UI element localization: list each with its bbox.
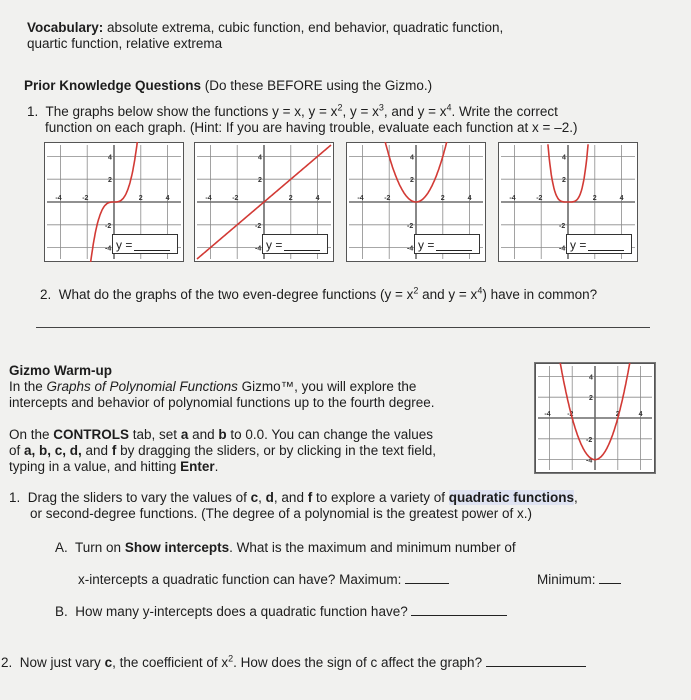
tick-label-y-neg2: -2: [105, 222, 112, 230]
controls-tab-ref: CONTROLS: [53, 427, 130, 442]
var-a: a: [180, 427, 189, 442]
warmup-p2-3a: typing in a value, and hitting: [9, 459, 181, 474]
warmup-p2-3c: .: [214, 459, 219, 474]
prior-q1-number: 1.: [27, 104, 39, 119]
activity-q1-number: 1.: [9, 490, 21, 505]
tick-label-y-2: 2: [410, 177, 414, 185]
show-intercepts-ref: Show intercepts: [124, 540, 230, 555]
tick-label-x-4: 4: [619, 195, 624, 202]
tick-label-y-2: 2: [258, 177, 262, 185]
activity-q2: [1, 654, 586, 671]
activity-q1-line-2: or second-degree functions. (The degree of a polynomial is the greatest power of x.): [30, 506, 533, 521]
warmup-graph: [534, 362, 656, 474]
tick-label-x-2: 2: [615, 411, 620, 418]
tick-label-y-neg4: -4: [586, 457, 593, 465]
activity-q1-c: ,: [258, 490, 266, 505]
tick-label-x-neg4: -4: [357, 195, 364, 202]
graph-3: [346, 142, 486, 262]
activity-q2-answer-blank[interactable]: [486, 654, 586, 667]
prior-q2-text-c: ) have in common?: [482, 287, 598, 302]
graph-4-answer-box[interactable]: [566, 234, 632, 254]
tick-label-y-4: 4: [258, 154, 262, 162]
graph-4: [498, 142, 638, 262]
var-d: d: [265, 490, 274, 505]
vocabulary-terms-1: absolute extrema, cubic function, end behavior, quadratic function,: [107, 20, 504, 35]
warmup-p2-line-1: [9, 427, 433, 443]
minimum-answer-blank[interactable]: [599, 571, 621, 584]
graph-1-answer-blank[interactable]: [134, 238, 170, 251]
warmup-p2-line-3: [9, 459, 218, 475]
warmup-p2-e: and: [188, 427, 219, 442]
maximum-answer-blank[interactable]: [405, 571, 449, 584]
graph-2-label: y =: [266, 238, 283, 252]
prior-q2-answer-line[interactable]: [36, 327, 650, 328]
part-B-label: B.: [55, 604, 68, 619]
activity-q1-A-line-2: [78, 571, 449, 588]
activity-q2-d: . How does the sign of c affect the graph?: [233, 655, 483, 670]
tick-label-x-neg2: -2: [567, 411, 574, 418]
tick-label-x-neg4: -4: [544, 411, 551, 418]
warmup-p1-line-2: intercepts and behavior of polynomial functions up to the fourth degree.: [9, 395, 435, 410]
tick-label-x-2: 2: [288, 195, 293, 202]
warmup-p2-a: On the: [9, 427, 54, 442]
prior-q1-line-1: [27, 104, 558, 120]
prior-q2-text-b: and y = x: [418, 287, 478, 302]
activity-q2-number: 2.: [1, 655, 13, 670]
warmup-p1-line-1: [9, 379, 416, 395]
tick-label-y-2: 2: [562, 177, 566, 185]
warmup-p2-2c: and: [81, 443, 112, 458]
graph-1-label: y =: [116, 238, 133, 252]
tick-label-y-neg2: -2: [407, 222, 414, 230]
tick-label-x-2: 2: [592, 195, 597, 202]
part-A-a: Turn on: [75, 540, 125, 555]
exponent-4: 4: [446, 102, 452, 113]
prior-q1-line-2: function on each graph. (Hint: If you are having trouble, evaluate each function at x = –2.): [45, 120, 578, 135]
prior-q2-text-a: What do the graphs of the two even-degree functions (y = x: [58, 287, 414, 302]
tick-label-y-neg2: -2: [586, 436, 593, 444]
tick-label-y-neg4: -4: [559, 245, 566, 253]
exponent-4: 4: [477, 285, 483, 296]
warmup-p1-b: Gizmo™, you will explore the: [237, 379, 417, 394]
tick-label-x-4: 4: [165, 195, 170, 202]
var-f: f: [111, 443, 117, 458]
vocabulary-line-1: [27, 20, 503, 36]
tick-label-x-neg4: -4: [205, 195, 212, 202]
tick-label-y-4: 4: [562, 154, 566, 162]
enter-key-ref: Enter: [180, 459, 215, 474]
graph-4-label: y =: [570, 238, 587, 252]
part-A-c: . What is the maximum and minimum number of: [229, 540, 516, 555]
activity-q2-a: Now just vary: [19, 655, 105, 670]
prior-heading-text: Prior Knowledge Questions: [24, 78, 202, 93]
graph-2-answer-blank[interactable]: [284, 238, 320, 251]
tick-label-x-4: 4: [315, 195, 320, 202]
prior-q2: [40, 287, 597, 303]
activity-q1-B: [55, 603, 507, 620]
activity-q1-line-1: [9, 490, 578, 506]
tick-label-x-neg2: -2: [82, 195, 89, 202]
warmup-p2-2e: by dragging the sliders, or by clicking in the text field,: [116, 443, 436, 458]
activity-q1-A-line-1: [55, 540, 516, 556]
var-b: b: [218, 427, 227, 442]
activity-q2-c: , the coefficient of x: [112, 655, 229, 670]
warmup-p1-a: In the: [9, 379, 47, 394]
tick-label-y-4: 4: [410, 154, 414, 162]
activity-q1-e: , and: [273, 490, 308, 505]
graph-3-answer-box[interactable]: [414, 234, 480, 254]
prior-q1-text-d: . Write the correct: [451, 104, 558, 119]
graph-4-answer-blank[interactable]: [588, 238, 624, 251]
tick-label-y-neg4: -4: [255, 245, 262, 253]
warmup-graph-plot: [535, 363, 655, 473]
graph-3-answer-blank[interactable]: [436, 238, 472, 251]
tick-label-x-neg2: -2: [384, 195, 391, 202]
quadratic-functions-term: quadratic functions: [448, 490, 575, 505]
graph-1: [44, 142, 184, 262]
tick-label-x-2: 2: [138, 195, 143, 202]
prior-q2-number: 2.: [40, 287, 52, 302]
tick-label-y-neg2: -2: [255, 222, 262, 230]
tick-label-y-4: 4: [108, 154, 112, 162]
prior-q1-text-b: , y = x: [342, 104, 379, 119]
tick-label-x-2: 2: [440, 195, 445, 202]
graph-2-answer-box[interactable]: [262, 234, 328, 254]
exponent-2: 2: [228, 653, 234, 664]
exponent-2: 2: [413, 285, 419, 296]
activity-q1-A-minimum: [537, 571, 621, 588]
tick-label-y-2: 2: [589, 395, 593, 403]
tick-label-y-neg4: -4: [105, 245, 112, 253]
tick-label-x-neg2: -2: [232, 195, 239, 202]
warmup-p2-g: to 0.0. You can change the values: [226, 427, 434, 442]
warmup-p2-c: tab, set: [129, 427, 181, 442]
exponent-3: 3: [378, 102, 384, 113]
tick-label-x-neg2: -2: [536, 195, 543, 202]
minimum-label: Minimum:: [537, 572, 596, 587]
prior-q1-text-c: , and y = x: [383, 104, 447, 119]
part-A-maximum-text: x-intercepts a quadratic function can have? Maximum:: [78, 572, 402, 587]
tick-label-x-4: 4: [467, 195, 472, 202]
warmup-p2-2a: of: [9, 443, 25, 458]
tick-label-x-4: 4: [638, 411, 643, 418]
warmup-p2-line-2: [9, 443, 436, 459]
activity-q1-i: ,: [574, 490, 578, 505]
graph-3-label: y =: [418, 238, 435, 252]
part-B-answer-blank[interactable]: [411, 603, 507, 616]
exponent-2: 2: [337, 102, 343, 113]
prior-heading-note: (Do these BEFORE using the Gizmo.): [204, 78, 433, 93]
prior-q1-text-a: The graphs below show the functions y = x, y = x: [45, 104, 338, 119]
part-B-text: How many y-intercepts does a quadratic function have?: [75, 604, 408, 619]
tick-label-y-neg2: -2: [559, 222, 566, 230]
tick-label-x-neg4: -4: [55, 195, 62, 202]
vocabulary-label: Vocabulary:: [27, 20, 104, 35]
activity-q1-a: Drag the sliders to vary the values of: [27, 490, 251, 505]
var-list: a, b, c, d,: [24, 443, 82, 458]
tick-label-x-neg4: -4: [509, 195, 516, 202]
tick-label-y-2: 2: [108, 177, 112, 185]
tick-label-y-neg4: -4: [407, 245, 414, 253]
graph-1-answer-box[interactable]: [112, 234, 178, 254]
var-c: c: [250, 490, 259, 505]
tick-label-y-4: 4: [589, 374, 593, 382]
prior-knowledge-heading: [24, 78, 432, 94]
activity-q1-g: to explore a variety of: [312, 490, 449, 505]
graph-2: [194, 142, 334, 262]
gizmo-name: Graphs of Polynomial Functions: [46, 379, 238, 394]
var-c: c: [104, 655, 113, 670]
vocabulary-terms-2: quartic function, relative extrema: [27, 36, 223, 51]
part-A-label: A.: [55, 540, 68, 555]
var-f: f: [307, 490, 313, 505]
warmup-heading: Gizmo Warm-up: [9, 363, 112, 378]
